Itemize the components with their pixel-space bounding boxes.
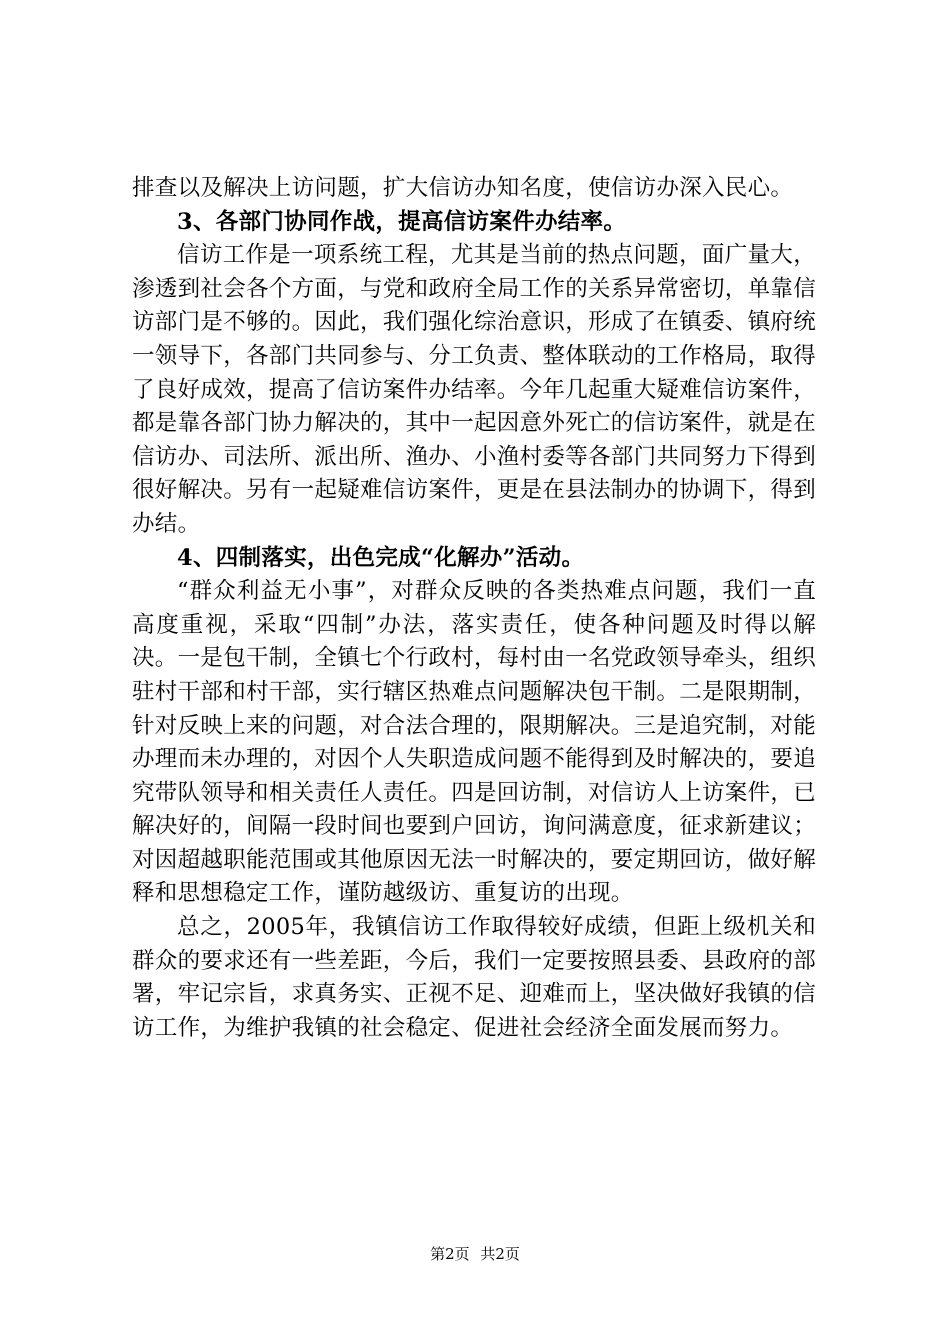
paragraph-summary: 总之，2005年，我镇信访工作取得较好成绩，但距上级机关和群众的要求还有一些差距，今后，我们一定要按照县委、县政府的部署，牢记宗旨，求真务实、正视不足、迎难而上，坚决做好我镇的信访工作，为维护我镇的社会稳定、促进社会经济全面发展而努力。 — [132, 914, 817, 1041]
document-body — [132, 172, 816, 1045]
page-total: 共2页 — [480, 1245, 520, 1263]
section-heading-3: 3、各部门协同作战，提高信访案件办结率。 — [177, 208, 627, 235]
section-heading-4: 4、四制落实，出色完成“化解办”活动。 — [177, 544, 585, 571]
paragraph-continuation: 排查以及解决上访问题，扩大信访办知名度，使信访办深入民心。 — [132, 175, 794, 201]
paragraph-section-4: “群众利益无小事”，对群众反映的各类热难点问题，我们一直高度重视，采取“四制”办法，落实责任，使各种问题及时得以解决。一是包干制，全镇七个行政村，每村由一名党政领导牵头，组织驻村干部和村干部，实行辖区热难点问题解决包干制。二是限期制，针对反映上来的问题，对合法合理的，限期解决。三是追究制，对能办理而未办理的，对因个人失职造成问题不能得到及时解决的，要追究带队领导和相关责任人责任。四是回访制，对信访人上访案件，已解决好的，间隔一段时间也要到户回访，询问满意度，征求新建议；对因超越职能范围或其他原因无法一时解决的，要定期回访，做好解释和思想稳定工作，谨防越级访、重复访的出现。 — [132, 578, 817, 907]
page-number: 第2页 — [430, 1245, 470, 1263]
page-footer — [0, 1244, 950, 1264]
paragraph-section-3: 信访工作是一项系统工程，尤其是当前的热点问题，面广量大，渗透到社会各个方面，与党和政府全局工作的关系异常密切，单靠信访部门是不够的。因此，我们强化综治意识，形成了在镇委、镇府统一领导下，各部门共同参与、分工负责、整体联动的工作格局，取得了良好成效，提高了信访案件办结率。今年几起重大疑难信访案件，都是靠各部门协力解决的，其中一起因意外死亡的信访案件，就是在信访办、司法所、派出所、渔办、小渔村委等各部门共同努力下得到很好解决。另有一起疑难信访案件，更是在县法制办的协调下，得到办结。 — [132, 242, 817, 537]
